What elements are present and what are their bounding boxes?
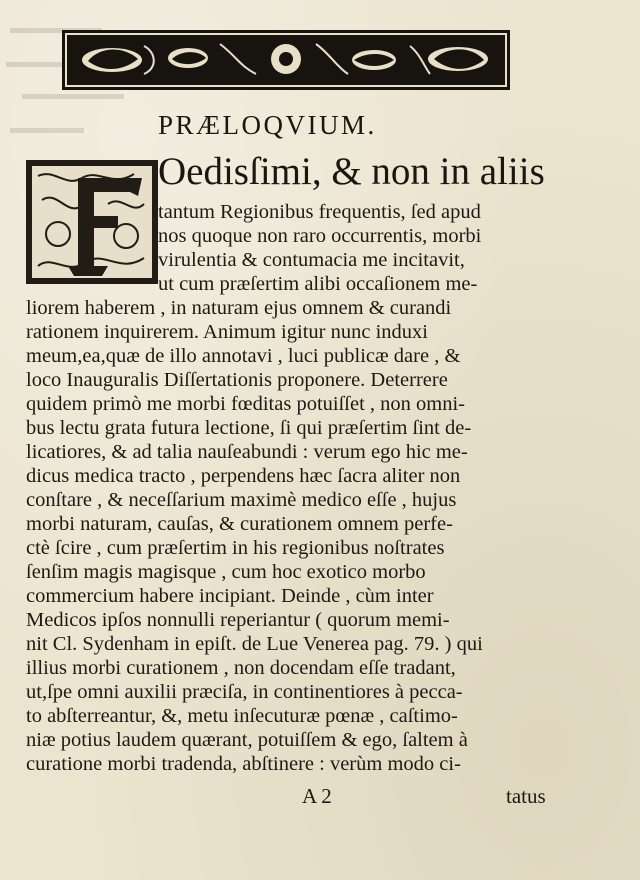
line-text: ſenſim magis magisque , cum hoc exotico morbo [26,561,426,583]
text-line [26,608,556,632]
text-line [158,248,556,272]
signature-mark: A 2 [302,784,332,808]
text-line [26,368,556,392]
line-text: tantum Regionibus frequentis, ſed apud [158,201,481,223]
text-line [26,440,556,464]
text-line [26,680,556,704]
text-line [26,752,556,776]
line-text: curatione morbi tradenda, abſtinere : verùm modo ci- [26,753,461,775]
text-line [26,728,556,752]
text-line [26,296,556,320]
text-line [26,656,556,680]
line-text: niæ potius laudem quærant, potuiſſem & ego, ſaltem à [26,729,468,751]
text-line [26,536,556,560]
line-text: ut,ſpe omni auxilii præciſa, in continentiores à pecca- [26,681,463,703]
line-text: dicus medica tracto , perpendens hæc ſacra aliter non [26,465,461,487]
text-line [26,344,556,368]
text-line [26,560,556,584]
catchword: tatus [506,784,546,808]
line-text: nos quoque non raro occurrentis, morbi [158,225,482,247]
text-line [158,272,556,296]
line-text: commercium habere incipiant. Deinde , cùm inter [26,585,434,607]
decorative-headpiece-ornament [60,28,512,92]
line-text: illius morbi curationem , non docendam eſſe tradant, [26,657,456,679]
line-text: conſtare , & neceſſarium maximè medico eſſe , hujus [26,489,457,511]
text-line [26,392,556,416]
text-line [158,224,556,248]
line-text: to abſterreantur, &, metu inſecuturæ pœnæ , caſtimo- [26,705,458,727]
line-text: loco Inauguralis Diſſertationis proponere. Deterrere [26,369,448,391]
line-text: bus lectu grata futura lectione, ſi qui præſertim ſint de- [26,417,472,439]
text-line [26,416,556,440]
text-line [158,200,556,224]
text-line [26,512,556,536]
text-line [26,464,556,488]
opening-line: Oedisſimi, & non in aliis [158,150,545,193]
line-text: ut cum præſertim alibi occaſionem me- [158,273,478,295]
line-text: nit Cl. Sydenham in epiſt. de Lue Venerea pag. 79. ) qui [26,633,483,655]
line-text: rationem inquirerem. Animum igitur nunc induxi [26,321,428,343]
line-text: morbi naturam, cauſas, & curationem omnem perfe- [26,513,453,535]
line-text: ctè ſcire , cum præſertim in his regionibus noſtrates [26,537,445,559]
text-line [26,488,556,512]
page-heading: PRÆLOQVIUM. [158,110,377,140]
text-line [26,584,556,608]
line-text: licatiores, & ad talia nauſeabundi : verum ego hic me- [26,441,468,463]
line-text: liorem haberem , in naturam ejus omnem & curandi [26,297,452,319]
text-line [26,320,556,344]
line-text: virulentia & contumacia me incitavit, [158,249,465,271]
text-line [26,632,556,656]
line-text: Medicos ipſos nonnulli reperiantur ( quorum memi- [26,609,450,631]
text-line [26,704,556,728]
decorated-initial-f-icon [24,158,160,286]
line-text: quidem primò me morbi fœditas potuiſſet , non omni- [26,393,465,415]
line-text: meum,ea,quæ de illo annotavi , luci publicæ dare , & [26,345,461,367]
